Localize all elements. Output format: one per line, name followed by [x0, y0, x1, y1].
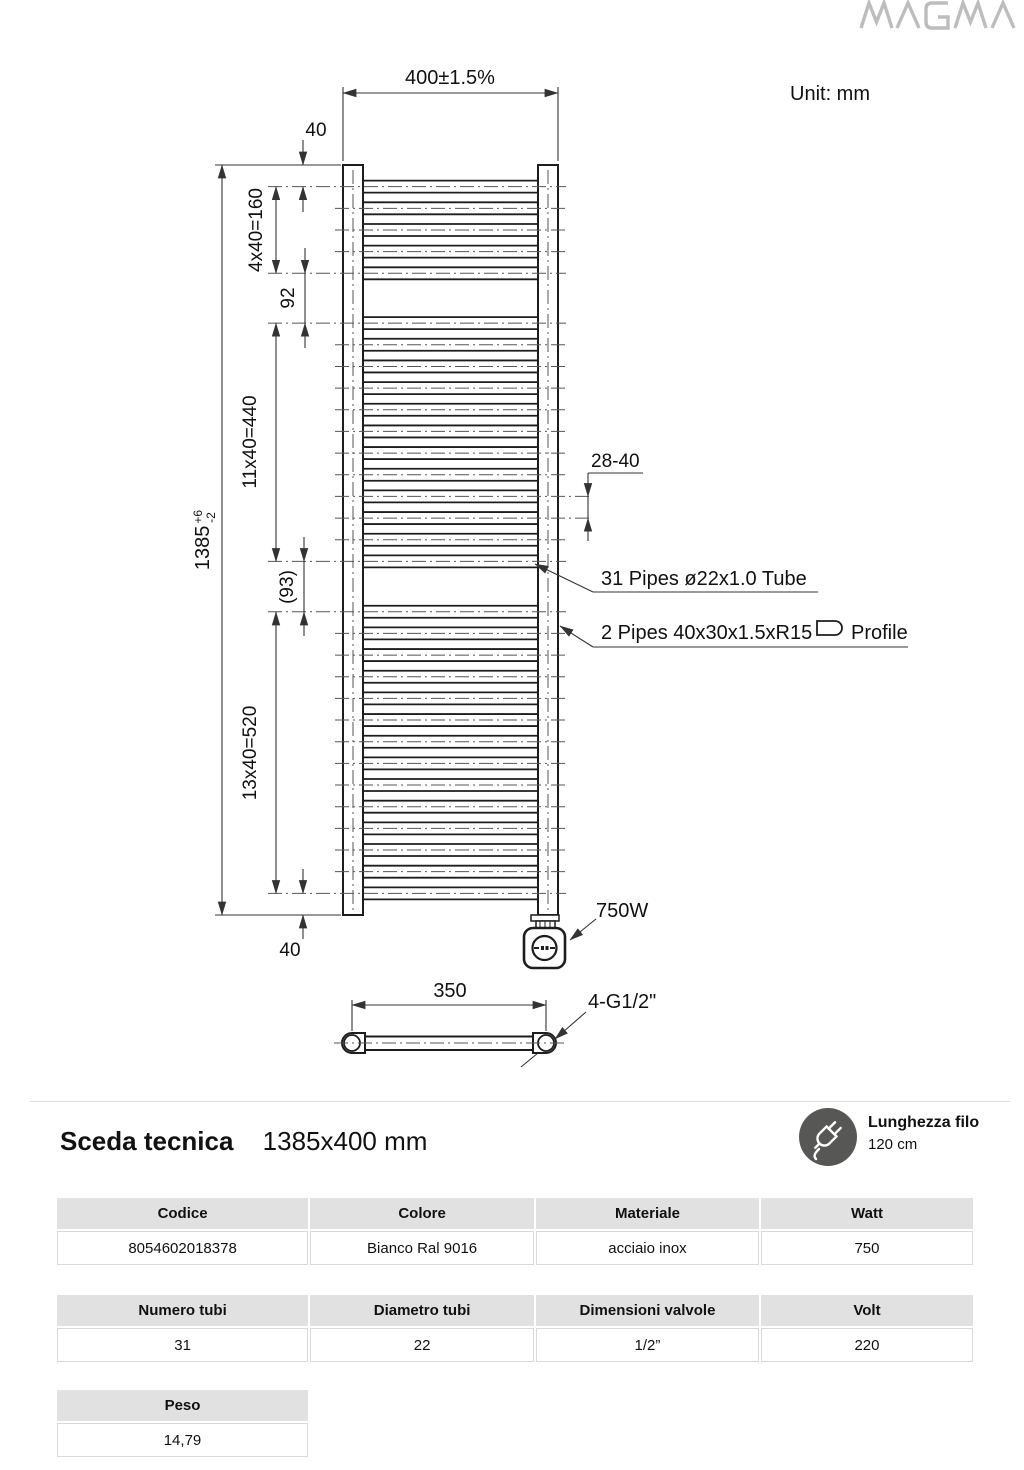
- col-header: Watt: [761, 1198, 973, 1229]
- cell-colore: Bianco Ral 9016: [310, 1231, 534, 1265]
- spec-table-3: [55, 1388, 310, 1459]
- cable-length-value: 120 cm: [868, 1136, 918, 1153]
- cable-info: [868, 1113, 979, 1155]
- dim-gap2-label: (93): [277, 570, 298, 604]
- divider-line: [30, 1101, 1010, 1102]
- dim-group2-label: 11x40=440: [240, 395, 261, 489]
- dim-height-label: $1385^{+6}-2$: [191, 509, 218, 571]
- plug-icon: [800, 1109, 856, 1165]
- table-header-row: [57, 1295, 973, 1326]
- connection-label: 4-G1/2": [588, 991, 657, 1013]
- dim-width-label: 400±1.5%: [405, 67, 495, 89]
- dim-pipe-gap-label: 28-40: [591, 451, 640, 472]
- dim-top-offset-label: 40: [305, 120, 327, 141]
- cell-dimensioni-valvole: 1/2”: [536, 1328, 759, 1362]
- cell-codice: 8054602018378: [57, 1231, 308, 1265]
- plug-badge: [799, 1108, 857, 1166]
- dim-top-view-label: 350: [433, 980, 467, 1002]
- dim-gap1-label: 92: [278, 287, 299, 309]
- cell-diametro-tubi: 22: [310, 1328, 534, 1362]
- cell-watt: 750: [761, 1231, 973, 1265]
- page-size: 1385x400 mm: [262, 1126, 428, 1156]
- logo-letter-m2: [955, 3, 986, 28]
- unit-label: Unit: mm: [790, 83, 870, 105]
- page-title: Sceda tecnica: [60, 1126, 234, 1156]
- cell-peso: 14,79: [57, 1423, 308, 1457]
- logo-letter-a: [897, 3, 919, 28]
- table-header-row: [57, 1198, 973, 1229]
- cable-length-label: Lunghezza filo: [868, 1114, 980, 1131]
- spec-table-1: [55, 1196, 975, 1267]
- table-row: [57, 1231, 973, 1265]
- power-label: 750W: [596, 900, 649, 922]
- note-profile-suffix-label: Profile: [851, 622, 908, 644]
- col-header: Dimensioni valvole: [536, 1295, 759, 1326]
- dim-group1-label: 4x40=160: [246, 188, 267, 272]
- dim-bottom-offset-label: 40: [279, 940, 301, 961]
- top-view: [334, 1033, 566, 1053]
- logo-letter-a2: [992, 3, 1014, 28]
- col-header: Diametro tubi: [310, 1295, 534, 1326]
- note-profile-label: 2 Pipes 40x30x1.5xR15: [601, 622, 813, 644]
- cell-numero-tubi: 31: [57, 1328, 308, 1362]
- note-pipes-label: 31 Pipes ø22x1.0 Tube: [601, 568, 807, 590]
- cell-materiale: acciaio inox: [536, 1231, 759, 1265]
- col-header: Volt: [761, 1295, 973, 1326]
- logo-letter-m: [861, 3, 892, 28]
- magma-logo: [861, 3, 1014, 28]
- heating-element: [524, 915, 565, 968]
- sheet-title: [60, 1126, 427, 1157]
- col-header: Colore: [310, 1198, 534, 1229]
- spec-table-2: [55, 1293, 975, 1364]
- col-header: Codice: [57, 1198, 308, 1229]
- logo-letter-g: [926, 3, 948, 28]
- profile-shape-icon: [817, 621, 842, 635]
- table-row: [57, 1328, 973, 1362]
- col-header: Peso: [57, 1390, 308, 1421]
- col-header: Numero tubi: [57, 1295, 308, 1326]
- cell-volt: 220: [761, 1328, 973, 1362]
- table-row: [57, 1423, 308, 1457]
- col-header: Materiale: [536, 1198, 759, 1229]
- dim-group3-label: 13x40=520: [240, 705, 261, 801]
- table-header-row: [57, 1390, 308, 1421]
